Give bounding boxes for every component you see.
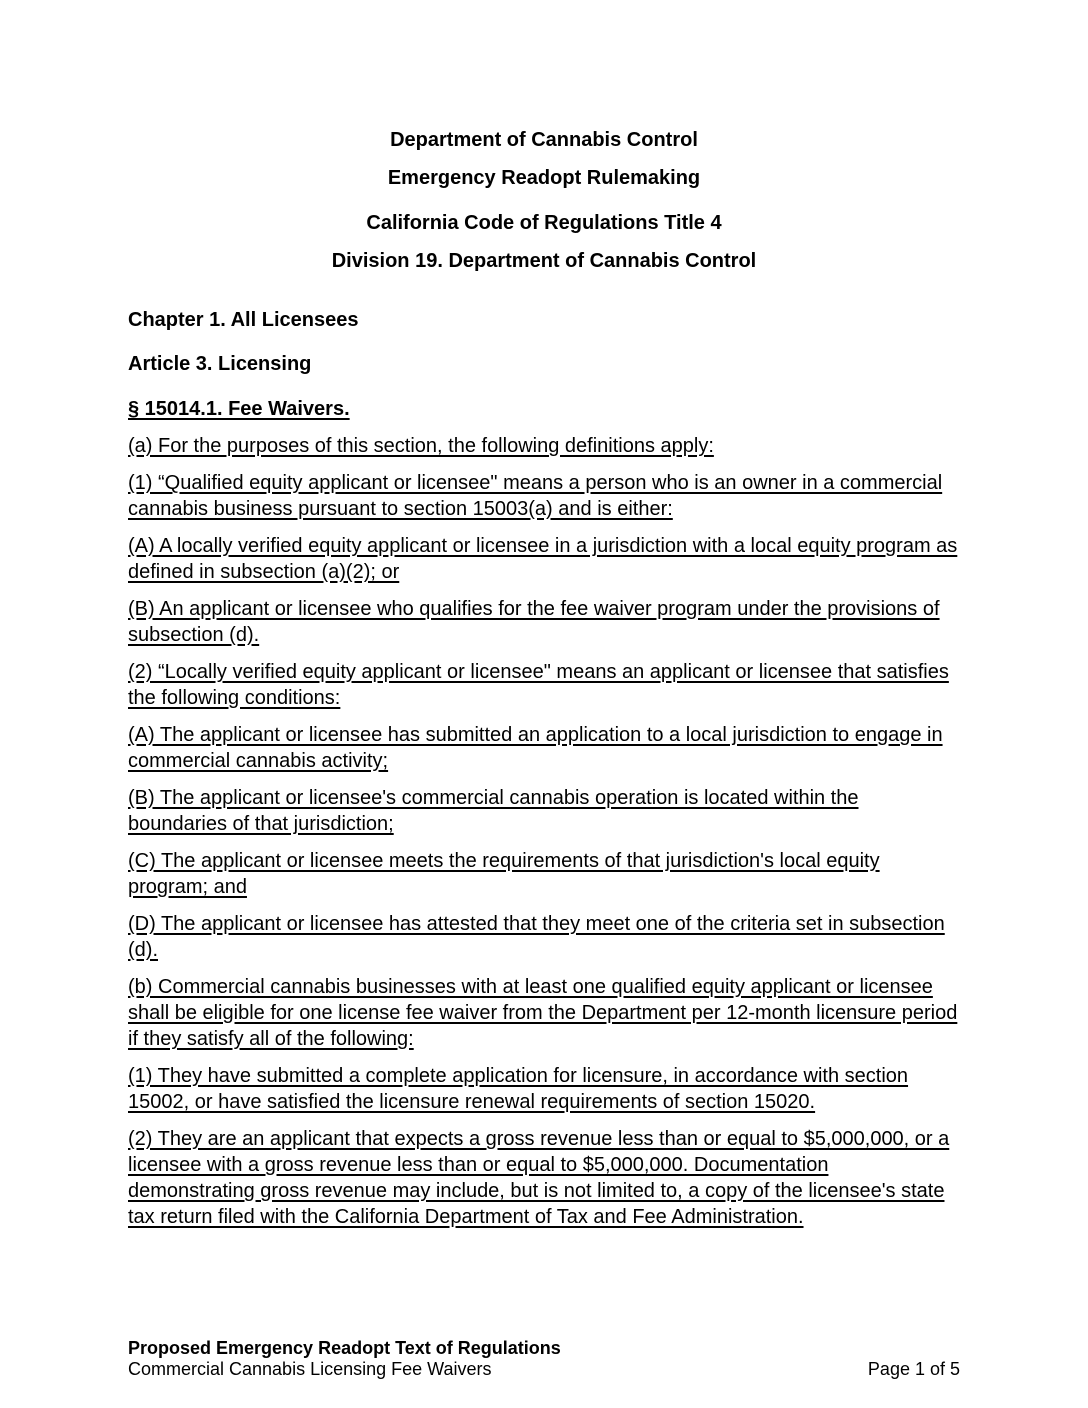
header-rulemaking: Emergency Readopt Rulemaking: [387, 167, 701, 189]
paragraph-a1-B: (B) An applicant or licensee who qualifies for the fee waiver program under the provisions of subsection (d).: [128, 598, 940, 646]
page-footer: [128, 1338, 960, 1380]
page-number: Page 1 of 5: [867, 1359, 960, 1379]
paragraph-a: (a) For the purposes of this section, the following definitions apply:: [128, 435, 714, 457]
header-department: Department of Cannabis Control: [390, 129, 698, 151]
paragraph-a2-D: (D) The applicant or licensee has attested that they meet one of the criteria set in subsection (d).: [128, 913, 945, 961]
paragraph-a2: (2) “Locally verified equity applicant or licensee" means an applicant or licensee that satisfies the following conditions:: [128, 661, 949, 709]
document-body: [128, 396, 958, 1241]
paragraph-a2-B: (B) The applicant or licensee's commercial cannabis operation is located within the boundaries of that jurisdiction;: [128, 787, 859, 835]
paragraph-a2-A: (A) The applicant or licensee has submitted an application to a local jurisdiction to engage in commercial cannabis activity;: [128, 724, 943, 772]
chapter-heading: Chapter 1. All Licensees: [128, 309, 359, 331]
paragraph-a1-A: (A) A locally verified equity applicant or licensee in a jurisdiction with a local equity program as defined in subsection (a)(2); or: [128, 535, 958, 583]
footer-subtitle: Commercial Cannabis Licensing Fee Waivers: [128, 1359, 492, 1379]
paragraph-a2-C: (C) The applicant or licensee meets the requirements of that jurisdiction's local equity program; and: [128, 850, 880, 898]
header-code-title: California Code of Regulations Title 4: [366, 212, 722, 234]
paragraph-b1: (1) They have submitted a complete application for licensure, in accordance with section 15002, or have satisfied the licensure renewal requirements of section 15020.: [128, 1065, 909, 1113]
paragraph-b: (b) Commercial cannabis businesses with at least one qualified equity applicant or licensee shall be eligible for one license fee waiver from the Department per 12-month licensure period if they satisfy all of the following:: [128, 976, 958, 1050]
paragraph-b2: (2) They are an applicant that expects a gross revenue less than or equal to $5,000,000, or a licensee with a gross revenue less than or equal to $5,000,000. Documentation demonstrating gross revenue may include, but is not limited to, a copy of the licensee's state tax return filed with the California Department of Tax and Fee Administration.: [128, 1128, 950, 1228]
section-title: § 15014.1. Fee Waivers.: [128, 398, 350, 420]
header-division: Division 19. Department of Cannabis Control: [331, 250, 757, 272]
article-heading: Article 3. Licensing: [128, 353, 312, 375]
footer-title: Proposed Emergency Readopt Text of Regulations: [128, 1338, 561, 1358]
paragraph-a1: (1) “Qualified equity applicant or licensee" means a person who is an owner in a commercial cannabis business pursuant to section 15003(a) and is either:: [128, 472, 943, 520]
